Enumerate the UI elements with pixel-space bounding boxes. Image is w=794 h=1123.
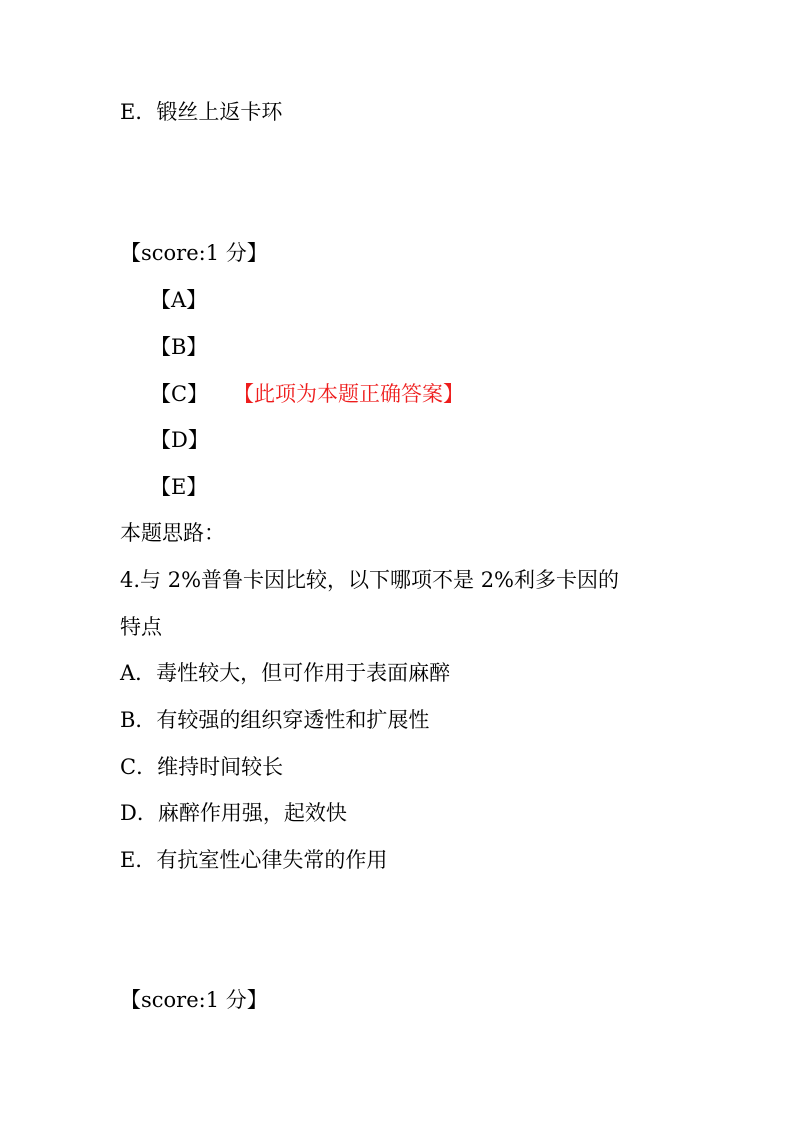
score-label: 【score:1 分】 <box>120 241 268 265</box>
question-score-label: 【score:1 分】 <box>120 988 268 1012</box>
question-option-a: A．毒性较大，但可作用于表面麻醉 <box>120 661 451 685</box>
answer-option-a: 【A】 <box>150 288 208 312</box>
question-option-b: B．有较强的组织穿透性和扩展性 <box>120 708 430 732</box>
question-stem-line-2: 特点 <box>120 615 162 639</box>
question-option-c: C．维持时间较长 <box>120 755 284 779</box>
answer-option-d: 【D】 <box>150 428 209 452</box>
answer-option-c: 【C】 <box>150 382 209 406</box>
correct-answer-note: 【此项为本题正确答案】 <box>233 382 464 406</box>
answer-option-e: 【E】 <box>150 475 208 499</box>
question-stem-line-1: 4.与 2%普鲁卡因比较，以下哪项不是 2%利多卡因的 <box>120 568 620 592</box>
question-option-e: E．有抗室性心律失常的作用 <box>120 848 388 872</box>
question-option-d: D．麻醉作用强，起效快 <box>120 801 347 825</box>
answer-option-b: 【B】 <box>150 335 208 359</box>
explanation-label: 本题思路： <box>120 521 225 545</box>
prev-option-e: E．锻丝上返卡环 <box>120 100 283 124</box>
